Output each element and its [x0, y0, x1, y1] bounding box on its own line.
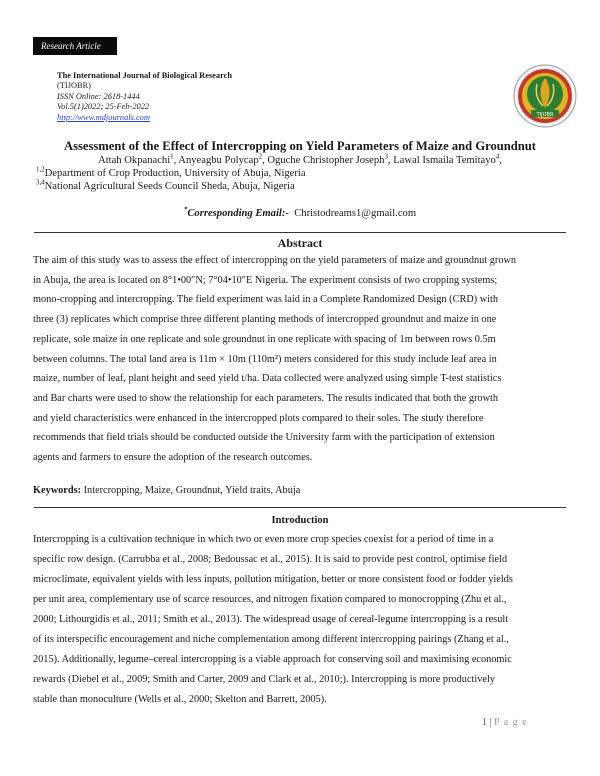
journal-info	[57, 71, 232, 123]
author-name: Oguche Christopher Joseph	[267, 155, 385, 166]
abstract-heading: Abstract	[277, 236, 323, 250]
abstract-body: The aim of this study was to assess the effect of intercropping on the yield parameters of maize and groundnut grown in Abuja, the area is located on 8°1•00″N; 7°04•10″E Nigeria. The experiment consists of two cropping systems; mono-cropping and intercropping. The field experiment was laid in a Complete Randomized Design (CRD) with three (3) replicates which comprise three different planting methods of intercropped groundnut and maize in one replicate, sole maize in one replicate and sole groundnut in one replicate with spacing of 1m between rows 0.5m between columns. The total land area is 11m × 10m (110m²) meters considered for this study include leaf area in maize, number of leaf, plant height and seed yield t/ha. Data collected were analyzed using simple T-test statistics and Bar charts were used to show the relationship for each parameters. The results indicated that both the growth and yield characteristics were enhanced in the intercropped plots compared to their soles. The study therefore recommends that field trials should be conducted outside the University farm with the participation of extension agents and farmers to ensure the adoption of the research outcomes.	[33, 255, 517, 464]
author-name: Lawal Ismaila Temitayo	[393, 155, 496, 166]
email-address[interactable]: Christodreams1@gmail.com	[294, 208, 417, 219]
journal-issn: ISSN Online: 2618-1444	[57, 91, 140, 101]
article-type-badge: Research Article	[33, 37, 117, 55]
introduction-heading: Introduction	[271, 515, 329, 526]
divider	[34, 232, 566, 233]
keywords: Keywords: Intercropping, Maize, Groundnut, Yield traits, Abuja	[33, 485, 301, 496]
author-name: Anyeagbu Polycap	[178, 155, 259, 166]
logo-text: TIJOBR	[536, 112, 554, 118]
author-list: Attah Okpanachi$^1$, Anyeagbu Polycap$^2$, Oguche Christopher Joseph$^3$, Lawal Ismaila Temitayo$^4$,	[98, 153, 502, 166]
corresponding-email: *Corresponding Email:- Christodreams1@gmail.com	[183, 206, 417, 219]
journal-logo	[513, 64, 577, 128]
divider	[34, 507, 566, 508]
journal-name: The International Journal of Biological Research	[57, 71, 233, 80]
page-footer: 1 | P a g e	[482, 717, 528, 728]
journal-volume: Vol.5(1)2022; 25-Feb-2022	[57, 102, 150, 112]
paper-title: Assessment of the Effect of Intercropping on Yield Parameters of Maize and Groundnut	[64, 139, 536, 153]
journal-abbr: (TIJOBR)	[57, 81, 91, 91]
journal-url-link[interactable]: http://www.mdjournals.com	[57, 112, 150, 122]
introduction-body: Intercropping is a cultivation technique in which two or even more crop species coexist for a period of time in a specific row design. (Carrubba et al., 2008; Bedoussac et al., 2015). It is said to provide pest control, optimise field microclimate, equivalent yields with less inputs, pollution mitigation, better or more consistent food or fodder yields per unit area, complementary use of scarce resources, and nitrogen fixation compared to monocropping (Zhu et al., 2000; Lithourgidis et al., 2011; Smith et al., 2013). The widespread usage of cereal-legume intercropping is a result of its interspecific encouragement and niche complementation among different intercropping pairings (Zhang et al., 2015). Additionally, legume–cereal intercropping is a viable approach for conserving soil and maximising economic rewards (Diebel et al., 2009; Smith and Carter, 2009 and Clark et al., 2010;). Intercropping is more productively stable than monoculture (Wells et al., 2000; Skelton and Barrett, 2005).	[33, 534, 513, 705]
author-name: Attah Okpanachi	[98, 155, 171, 166]
affiliation-2: $^{3,4}$National Agricultural Seeds Council Sheda, Abuja, Nigeria	[36, 179, 295, 192]
page-number: 1	[482, 717, 487, 728]
affiliation-1: $^{1,2}$Department of Crop Production, University of Abuja, Nigeria	[36, 166, 306, 179]
page-label: P a g e	[494, 717, 528, 728]
